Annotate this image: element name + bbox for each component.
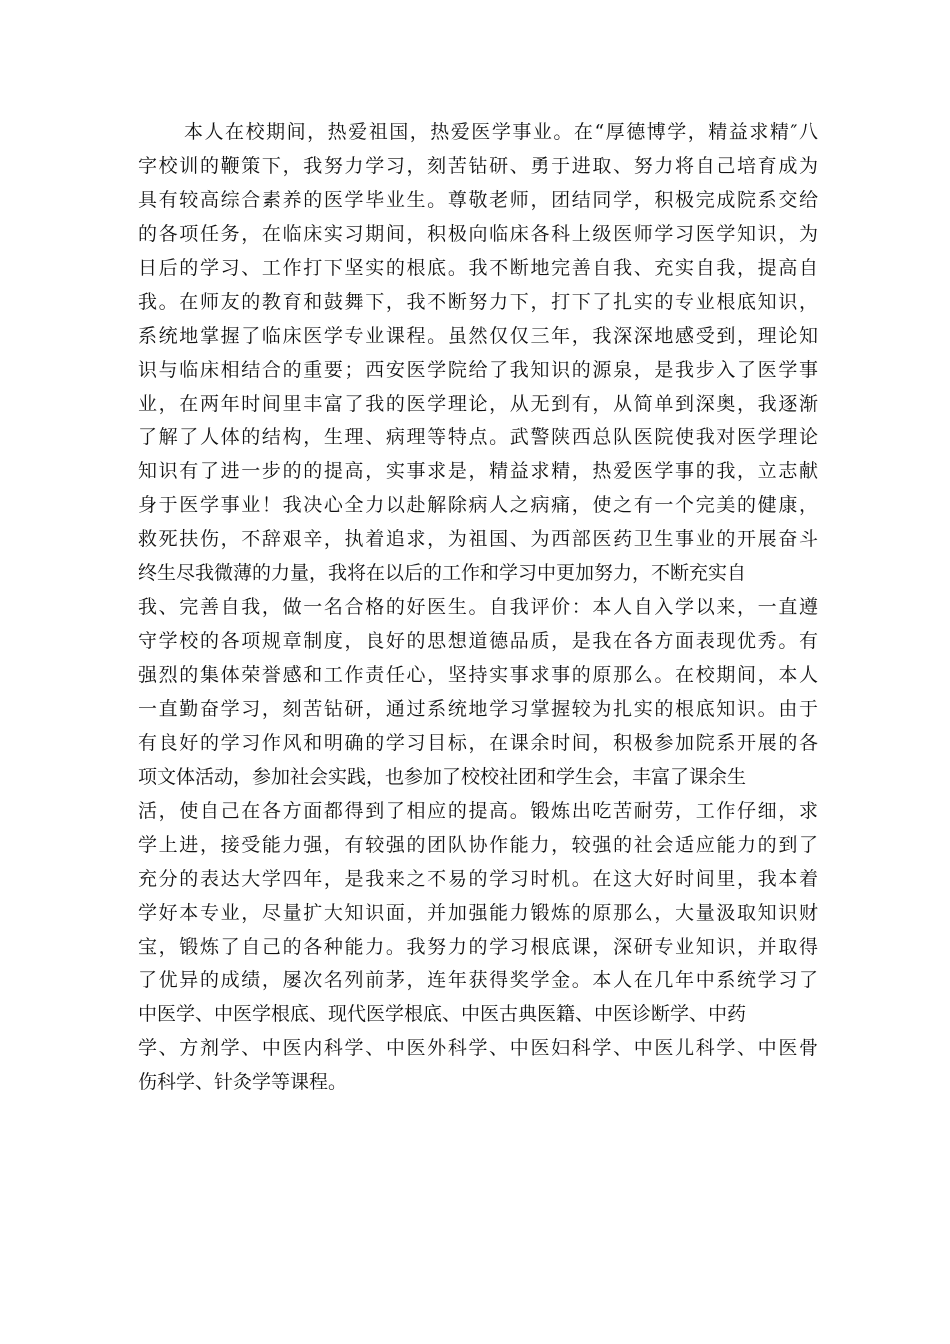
text-line: 具有较高综合素养的医学毕业生。尊敬老师，团结同学，积极完成院系交给 [138, 188, 818, 211]
text-line: 知识有了进一步的的提高，实事求是，精益求精，热爱医学事的我，立志献 [138, 460, 818, 483]
text-line: 强烈的集体荣誉感和工作责任心，坚持实事求事的原那么。在校期间，本人 [138, 664, 818, 686]
text-line: 终生尽我微薄的力量，我将在以后的工作和学习中更加努力，不断充实自 [138, 562, 747, 585]
text-line: 伤科学、针灸学等课程。 [138, 1071, 348, 1094]
text-line: 了解了人体的结构，生理、病理等特点。武警陕西总队医院使我对医学理论 [138, 426, 818, 449]
text-line: 的各项任务，在临床实习期间，积极向临床各科上级医师学习医学知识，为 [138, 222, 818, 245]
text-line: 学好本专业，尽量扩大知识面，并加强能力锻炼的原那么，大量汲取知识财 [138, 901, 818, 924]
text-line: 宝，锻炼了自己的各种能力。我努力的学习根底课，深研专业知识，并取得 [138, 935, 818, 958]
text-line: 本人在校期间，热爱祖国，热爱医学事业。在“厚德博学，精益求精″八 [184, 121, 818, 143]
text-line: 字校训的鞭策下，我努力学习，刻苦钻研、勇于进取、努力将自己培育成为 [138, 154, 818, 177]
text-line: 业，在两年时间里丰富了我的医学理论，从无到有，从简单到深奥，我逐渐 [138, 392, 818, 415]
text-line: 项文体活动，参加社会实践，也参加了校校社团和学生会，丰富了课余生 [138, 765, 747, 788]
text-line: 活，使自己在各方面都得到了相应的提高。锻炼出吃苦耐劳，工作仔细，求 [138, 799, 818, 822]
text-line: 身于医学事业！我决心全力以赴解除病人之病痛，使之有一个完美的健康， [138, 494, 818, 517]
text-line: 学上进，接受能力强，有较强的团队协作能力，较强的社会适应能力的到了 [138, 833, 818, 856]
text-line: 一直勤奋学习，刻苦钻研，通过系统地学习掌握较为扎实的根底知识。由于 [138, 697, 818, 720]
text-line: 有良好的学习作风和明确的学习目标，在课余时间，积极参加院系开展的各 [138, 731, 818, 754]
text-line: 充分的表达大学四年，是我来之不易的学习时机。在这大好时间里，我本着 [138, 867, 818, 890]
text-line: 守学校的各项规章制度，良好的思想道德品质，是我在各方面表现优秀。有 [138, 630, 818, 653]
text-line: 救死扶伤，不辞艰辛，执着追求，为祖国、为西部医药卫生事业的开展奋斗 [138, 528, 818, 551]
text-line: 学、方剂学、中医内科学、中医外科学、中医妇科学、中医儿科学、中医骨 [138, 1037, 818, 1060]
text-line: 我、完善自我，做一名合格的好医生。自我评价：本人自入学以来，一直遵 [138, 596, 818, 619]
text-line: 中医学、中医学根底、现代医学根底、中医古典医籍、中医诊断学、中药 [138, 1003, 747, 1026]
body-paragraph [138, 116, 818, 1100]
text-line: 日后的学习、工作打下坚实的根底。我不断地完善自我、充实自我，提高自 [138, 256, 818, 279]
text-line: 识与临床相结合的重要；西安医学院给了我知识的源泉，是我步入了医学事 [138, 358, 818, 381]
text-line: 了优异的成绩，屡次名列前茅，连年获得奖学金。本人在几年中系统学习了 [138, 969, 818, 992]
text-line: 系统地掌握了临床医学专业课程。虽然仅仅三年，我深深地感受到，理论知 [138, 324, 818, 347]
text-line: 我。在师友的教育和鼓舞下，我不断努力下，打下了扎实的专业根底知识， [138, 290, 818, 313]
